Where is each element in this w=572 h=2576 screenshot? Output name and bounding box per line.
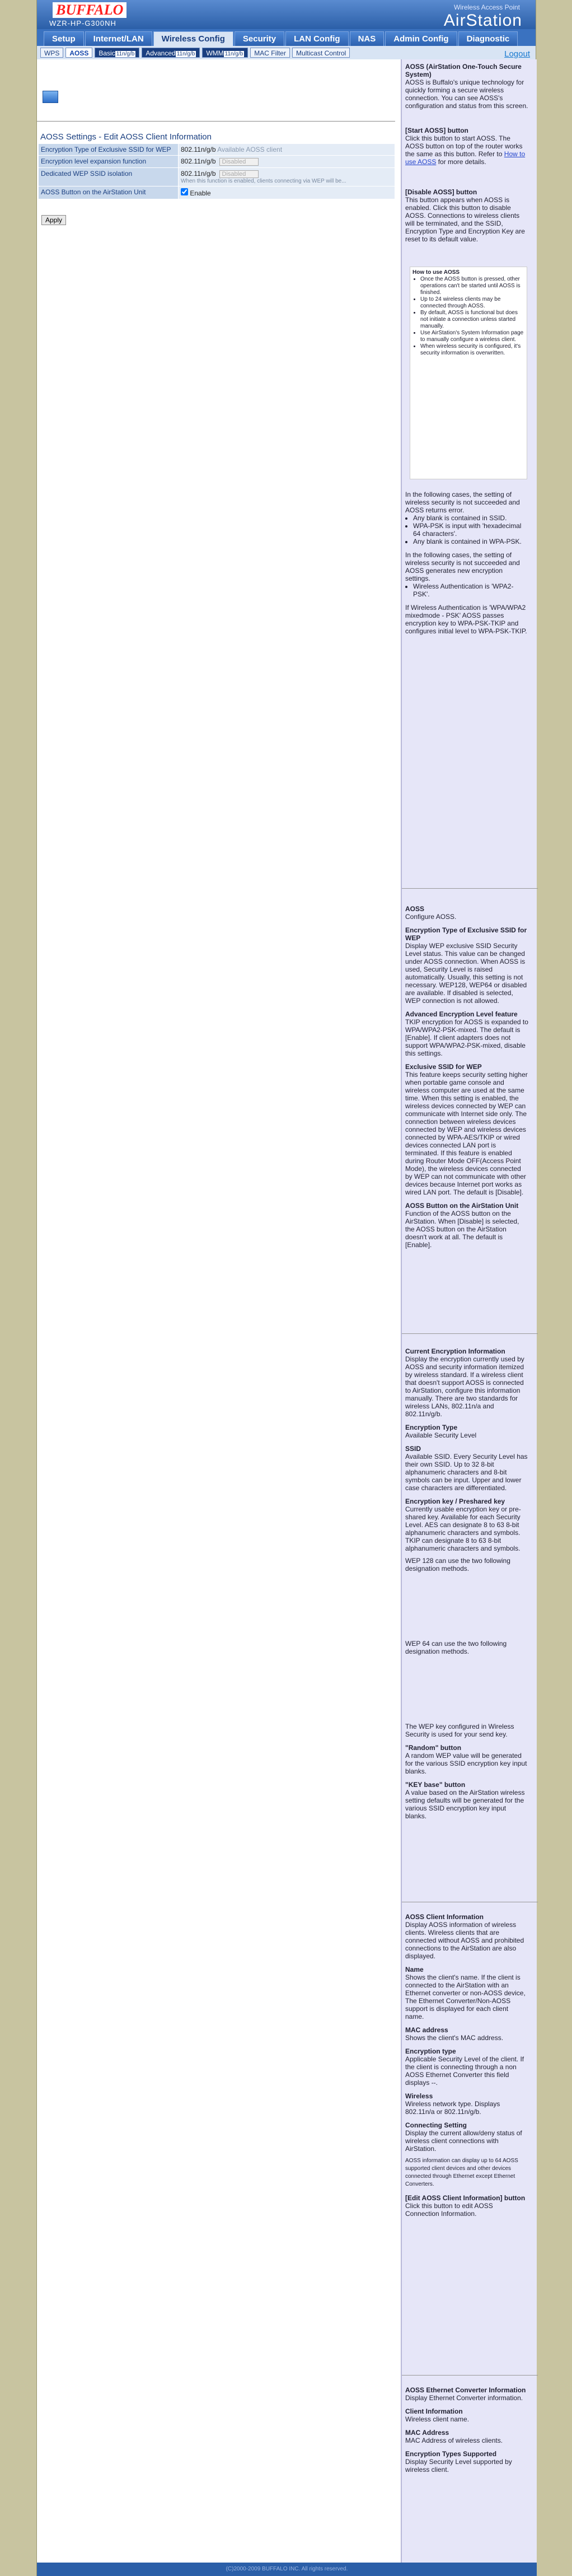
wep128-text: WEP 128 can use the two following designation methods. bbox=[405, 1557, 510, 1572]
divider bbox=[37, 121, 395, 122]
help-cases bbox=[405, 491, 528, 635]
help-aoss-settings bbox=[405, 899, 528, 1249]
setting-key: Dedicated WEP SSID isolation bbox=[39, 168, 179, 186]
tab-security[interactable]: Security bbox=[235, 31, 284, 46]
setting-key: AOSS Button on the AirStation Unit bbox=[39, 186, 179, 199]
cur-text: Display the encryption currently used by AOSS and security information itemized by wireless standard. If a wireless client that doesn't support AOSS is connected to AirStation, configure this information manually. There are two standards for wireless LANs, 802.11n/a and 802.11n/g/b. bbox=[405, 1355, 524, 1418]
wpa-note: If Wireless Authentication is 'WPA/WPA2 mixedmode - PSK' AOSS passes encryption key to WPA-PSK-TKIP and configures initial level to WPA-PSK-TKIP. bbox=[405, 604, 527, 635]
cases1-list bbox=[413, 514, 528, 545]
howto-list bbox=[420, 276, 524, 357]
mac-heading: MAC address bbox=[405, 2026, 448, 2034]
aoss-heading: AOSS bbox=[405, 905, 425, 913]
setting-row bbox=[39, 156, 395, 168]
case-item: • Wireless Authentication is 'WPA2-PSK'. bbox=[413, 582, 528, 598]
howto-item: • Once the AOSS button is pressed, other operations can't be started until AOSS is finished. bbox=[420, 276, 524, 296]
subtab-wps[interactable]: WPS bbox=[40, 48, 63, 58]
disable-aoss-text: This button appears when AOSS is enabled. Click this button to disable AOSS. Connections to wireless clients will be terminated, and the SSID, Encryption Type and Encryption Key are reset to its default value. bbox=[405, 196, 525, 243]
key-text: Currently usable encryption key or pre-shared key. Available for each Security Level. AES can designate 8 to 63 8-bit alphanumeric characters and symbols. TKIP can designate 8 to 63 8-bit alphanumeric characters and symbols. bbox=[405, 1505, 521, 1552]
header bbox=[37, 0, 536, 29]
tab-diagnostic[interactable]: Diagnostic bbox=[458, 31, 518, 46]
enable-label: Enable bbox=[190, 189, 211, 197]
enct-heading: Encryption type bbox=[405, 2047, 456, 2055]
random-text: A random WEP value will be generated for the various SSID encryption key input blanks. bbox=[405, 1752, 527, 1775]
keybase-heading: "KEY base" button bbox=[405, 1781, 466, 1789]
type-text: Available Security Level bbox=[405, 1431, 477, 1439]
howto-item: • When wireless security is configured, it's security information is overwritten. bbox=[420, 343, 524, 357]
divider bbox=[402, 1333, 538, 1334]
tab-internet-lan[interactable]: Internet/LAN bbox=[85, 31, 152, 46]
case-item: • WPA-PSK is input with 'hexadecimal 64 characters'. bbox=[413, 522, 528, 538]
sub-nav bbox=[37, 46, 536, 59]
ci-text: Wireless client name. bbox=[405, 2415, 470, 2423]
subtab-multicast[interactable]: Multicast Control bbox=[292, 48, 350, 58]
start-tail: for more details. bbox=[438, 158, 486, 166]
brand-title: AirStation bbox=[443, 11, 522, 30]
subtab-mac-filter[interactable]: MAC Filter bbox=[250, 48, 290, 58]
edit-text: Click this button to edit AOSS Connection Information. bbox=[405, 2202, 493, 2218]
name-heading: Name bbox=[405, 1966, 424, 1973]
cases2-intro: In the following cases, the setting of wireless security is not succeeded and AOSS generates new encryption settings. bbox=[405, 551, 520, 582]
tab-setup[interactable]: Setup bbox=[44, 31, 84, 46]
howto-item: • Use AirStation's System Information page to manually configure a wireless client. bbox=[420, 330, 524, 343]
setting-row bbox=[39, 144, 395, 156]
tab-lan-config[interactable]: LAN Config bbox=[285, 31, 348, 46]
wep64-text: WEP 64 can use the two following designation methods. bbox=[405, 1640, 507, 1655]
cases2-list bbox=[413, 582, 528, 598]
ets-text: Display Security Level supported by wireless client. bbox=[405, 2458, 512, 2474]
howto-item: • Up to 24 wireless clients may be connected through AOSS. bbox=[420, 296, 524, 310]
standard-label: 802.11n/g/b bbox=[181, 170, 216, 178]
subtab-wmm[interactable] bbox=[202, 48, 248, 58]
howto-box bbox=[410, 267, 527, 479]
client-heading: AOSS Client Information bbox=[405, 1913, 484, 1921]
tab-wireless-config[interactable]: Wireless Config bbox=[153, 31, 233, 46]
subtab-advanced[interactable] bbox=[142, 48, 200, 58]
settings-table bbox=[38, 143, 395, 199]
tab-nas[interactable]: NAS bbox=[350, 31, 385, 46]
subtab-basic[interactable] bbox=[95, 48, 139, 58]
cases1-intro: In the following cases, the setting of wireless security is not succeeded and AOSS returns error. bbox=[405, 491, 520, 514]
setting-row bbox=[39, 168, 395, 186]
refresh-icon[interactable] bbox=[43, 91, 58, 103]
eth-text: Display Ethernet Converter information. bbox=[405, 2394, 523, 2402]
adv-heading: Advanced Encryption Level feature bbox=[405, 1010, 518, 1018]
ma-text: MAC Address of wireless clients. bbox=[405, 2437, 503, 2444]
help-disable bbox=[405, 183, 528, 243]
model-name: WZR-HP-G300NH bbox=[49, 19, 116, 27]
setting-value bbox=[179, 168, 395, 186]
excl-heading: Exclusive SSID for WEP bbox=[405, 1063, 482, 1071]
name-text: Shows the client's name. If the client is connected to the AirStation with an Ethernet converter or non-AOSS device, The Ethernet Converter/Non-AOSS support is displayed for each client name. bbox=[405, 1973, 526, 2020]
divider bbox=[402, 2375, 538, 2376]
conn-text: Display the current allow/deny status of wireless client connections with AirStation. bbox=[405, 2129, 522, 2153]
keybase-text: A value based on the AirStation wireless setting defaults will be generated for the various SSID encryption key input blanks. bbox=[405, 1789, 525, 1820]
aoss-button-enable-checkbox[interactable] bbox=[181, 188, 188, 195]
type-heading: Encryption Type bbox=[405, 1424, 458, 1431]
wep-note: The WEP key configured in Wireless Security is used for your send key. bbox=[405, 1723, 514, 1738]
case-item: • Any blank is contained in SSID. bbox=[413, 514, 528, 522]
enc-heading: Encryption Type of Exclusive SSID for WEP bbox=[405, 926, 527, 942]
setting-key: Encryption Type of Exclusive SSID for WEP bbox=[39, 144, 179, 156]
edit-heading: [Edit AOSS Client Information] button bbox=[405, 2194, 526, 2202]
wl-heading: Wireless bbox=[405, 2092, 433, 2100]
aoss-text: Configure AOSS. bbox=[405, 913, 457, 921]
encryption-expansion-select[interactable]: Disabled bbox=[219, 158, 259, 166]
setting-row bbox=[39, 186, 395, 199]
howto-item: • By default, AOSS is functional but does not initiate a connection unless started manually. bbox=[420, 310, 524, 330]
setting-value bbox=[179, 186, 395, 199]
case-item: • Any blank is contained in WPA-PSK. bbox=[413, 538, 528, 545]
subtab-basic-label: Basic bbox=[99, 49, 115, 57]
ets-heading: Encryption Types Supported bbox=[405, 2450, 497, 2458]
disable-aoss-heading: [Disable AOSS] button bbox=[405, 188, 477, 196]
client-text: Display AOSS information of wireless clients. Wireless clients that are connected without AOSS and prohibited connections to the AirStation are also displayed. bbox=[405, 1921, 524, 1960]
howto-title: How to use AOSS bbox=[412, 269, 460, 276]
help-title: AOSS (AirStation One-Touch Secure System) bbox=[405, 63, 522, 78]
subtab-aoss[interactable]: AOSS bbox=[65, 48, 92, 58]
setting-value bbox=[179, 144, 395, 156]
subtab-advanced-label: Advanced bbox=[146, 49, 176, 57]
setting-value bbox=[179, 156, 395, 168]
help-client-info bbox=[405, 1907, 528, 2218]
logout-link[interactable]: Logout bbox=[504, 49, 530, 59]
help-intro bbox=[405, 63, 528, 110]
subtab-wmm-tag: 11n/g/b bbox=[224, 51, 243, 57]
brand-subtitle: Wireless Access Point bbox=[453, 3, 520, 11]
divider bbox=[402, 888, 538, 889]
how-to-use-aoss-link[interactable]: How to use AOSS bbox=[405, 150, 526, 166]
help-panel bbox=[401, 59, 537, 2563]
help-eth-info bbox=[405, 2381, 528, 2474]
standard-label: 802.11n/g/b bbox=[181, 157, 216, 165]
help-intro-text: AOSS is Buffalo's unique technology for quickly forming a secure wireless connection. You can see AOSS's configuration and status from this screen. bbox=[405, 78, 528, 110]
adv-text: TKIP encryption for AOSS is expanded to WPA/WPA2-PSK-mixed. The default is [Enable]. If client adapters does not support WPA/WPA2-PSK-mixed, disable this settings. bbox=[405, 1018, 528, 1057]
key-heading: Encryption key / Preshared key bbox=[405, 1497, 505, 1505]
wep-isolation-select[interactable]: Disabled bbox=[219, 170, 259, 178]
ma-heading: MAC Address bbox=[405, 2429, 449, 2437]
subtab-advanced-tag: 11n/g/b bbox=[176, 51, 195, 57]
subtab-basic-tag: 11n/g/b bbox=[116, 51, 135, 57]
btn-heading: AOSS Button on the AirStation Unit bbox=[405, 1202, 519, 1210]
subtab-wmm-label: WMM bbox=[206, 49, 224, 57]
start-aoss-text bbox=[405, 134, 528, 166]
standard-label: 802.11n/g/b bbox=[181, 146, 216, 153]
tab-admin-config[interactable]: Admin Config bbox=[385, 31, 457, 46]
ssid-heading: SSID bbox=[405, 1445, 421, 1453]
help-current-enc bbox=[405, 1342, 528, 1820]
excl-text: This feature keeps security setting higher when portable game console and wireless computer are used at the same time. When this setting is enabled, the wireless devices connected by WEP can communicate with Internet side only. The connection between wireless devices connected by WEP and wireless devices connected by WPA-AES/TKIP or wired devices connected LAN port is terminated. If this feature is enabled during Router Mode OFF(Access Point Mode), the wireless devices connected by WEP can not communicate with other devices because Internet port works as wired LAN port. The default is [Disable]. bbox=[405, 1071, 528, 1196]
random-heading: "Random" button bbox=[405, 1744, 462, 1752]
isolation-note: When this function is enabled, clients connecting via WEP will be... bbox=[181, 178, 346, 184]
ssid-text: Available SSID. Every Security Level has their own SSID. Up to 32 8-bit alphanumeric characters and 8-bit symbols can be input. Upper and lower case characters are differentiated. bbox=[405, 1453, 528, 1492]
enct-text: Applicable Security Level of the client. If the client is connecting through a non AOSS Ethernet Converter this field displays --. bbox=[405, 2055, 524, 2087]
enc-text: Display WEP exclusive SSID Security Level status. This value can be changed under AOSS connection. When AOSS is used, Security Level is raised automatically. Usually, this setting is not necessary. WEP128, WEP64 or disabled are available. If disabled is selected, WEP connection is not allowed. bbox=[405, 942, 527, 1005]
cur-heading: Current Encryption Information bbox=[405, 1347, 505, 1355]
page bbox=[36, 0, 536, 2576]
mac-text: Shows the client's MAC address. bbox=[405, 2034, 504, 2042]
footer: (C)2000-2009 BUFFALO INC. All rights reserved. bbox=[37, 2563, 537, 2576]
btn-text: Function of the AOSS button on the AirStation. When [Disable] is selected, the AOSS button on the AirStation doesn't work at all. The default is [Enable]. bbox=[405, 1210, 519, 1249]
extra-label: Available AOSS client bbox=[217, 146, 283, 153]
main-nav bbox=[37, 29, 536, 46]
start-aoss-heading: [Start AOSS] button bbox=[405, 127, 468, 134]
start-desc: Click this button to start AOSS. The AOSS button on top of the router works the same as this button. Refer to bbox=[405, 134, 523, 158]
conn-heading: Connecting Setting bbox=[405, 2121, 467, 2129]
section-title: AOSS Settings - Edit AOSS Client Information bbox=[40, 132, 212, 142]
ci-heading: Client Information bbox=[405, 2407, 463, 2415]
help-start bbox=[405, 121, 528, 166]
eth-heading: AOSS Ethernet Converter Information bbox=[405, 2386, 526, 2394]
buffalo-logo: BUFFALO bbox=[53, 2, 126, 18]
conn-note: AOSS information can display up to 64 AOSS supported client devices and other devices connected through Ethernet except Ethernet Converters. bbox=[405, 2158, 518, 2187]
setting-key: Encryption level expansion function bbox=[39, 156, 179, 168]
apply-button[interactable]: Apply bbox=[41, 215, 66, 225]
wl-text: Wireless network type. Displays 802.11n/a or 802.11n/g/b. bbox=[405, 2100, 500, 2116]
